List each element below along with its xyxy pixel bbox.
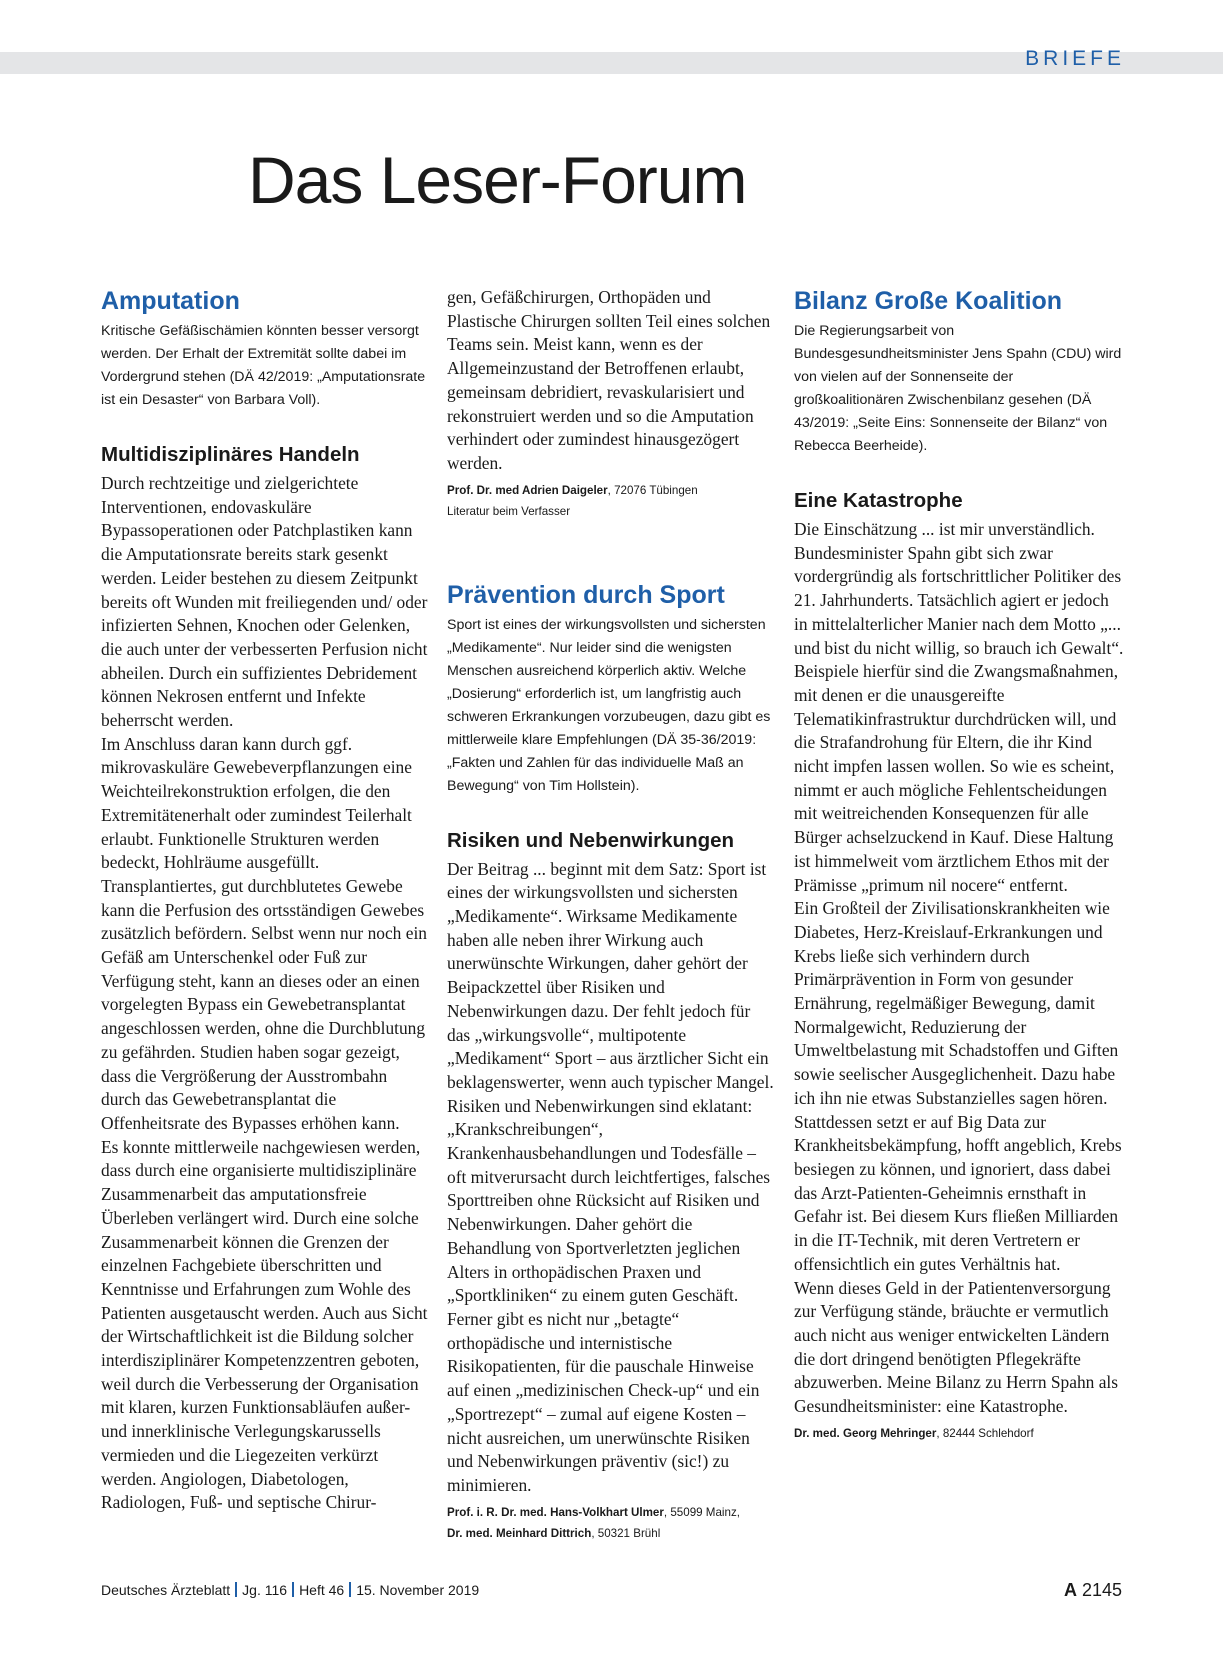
signature-name: Dr. med. Meinhard Dittrich <box>447 1526 592 1540</box>
letter-body: Durch rechtzeitige und zielgerichtete Interventionen, endovaskuläre Bypassoperationen oder Patchplastiken kann die Amputationsrate bereits stark gesenkt werden. Leider bestehen zu diesem Zeitpunkt bereits oft Wunden mit freiliegenden und/ oder infizierten Sehnen, Knochen oder Gelenken, die auch unter der verbesserten Perfusion nicht abheilen. Durch ein suffizientes Debridement können Nekrosen entfernt und Infekte beherrscht werden. Im Anschluss daran kann durch ggf. mikrovaskuläre Gewebeverpflanzungen eine Weichteilrekonstruktion erfolgen, die den Extremitätenerhalt oder zumindest Teilerhalt erlaubt. Funktionelle Strukturen werden bedeckt, Hohlräume ausgefüllt. Transplantiertes, gut durchblutetes Gewebe kann die Perfusion des ortsständigen Gewebes zusätzlich befördern. Selbst wenn nur noch ein Gefäß am Unterschenkel oder Fuß zur Verfügung steht, kann an dieses oder an einen vorgelegten Bypass ein Gewebetransplantat angeschlossen werden, ohne die Durchblutung zu gefährden. Studien haben sogar gezeigt, dass die Vergrößerung der Ausstrombahn durch das Gewebetransplantat die Offenheitsrate des Bypasses erhöhen kann. Es konnte mittlerweile nachgewiesen werden, dass durch eine organisierte multidisziplinäre Zusammenarbeit das amputationsfreie Überleben verlängert wird. Durch eine solche Zusammenarbeit können die Grenzen der einzelnen Fachgebiete überschritten und Kenntnisse und Erfahrungen zum Wohle des Patienten ausgetauscht werden. Auch aus Sicht der Wirtschaftlichkeit ist die Bildung solcher interdisziplinärer Kompetenzzentren geboten, weil durch die Verbesserung der Organisation mit klaren, kurzen Funktionsabläufen außer- und innerklinische Verlegungskarussells vermieden und die Liegezeiten verkürzt werden. Angiologen, Diabetologen, Radiologen, Fuß- und septische Chirur- <box>101 473 428 1513</box>
signature-place: , 72076 Tübingen <box>607 483 698 497</box>
journal-issue: Heft 46 <box>299 1582 345 1598</box>
signature-name: Prof. i. R. Dr. med. Hans-Volkhart Ulmer <box>447 1505 664 1519</box>
letter-signature <box>794 1423 1124 1444</box>
column-1 <box>101 286 431 1515</box>
signature-name: Prof. Dr. med Adrien Daigeler <box>447 483 608 497</box>
article-title-praevention: Prävention durch Sport <box>447 580 725 609</box>
footer-citation <box>101 1582 479 1598</box>
letter-title: Eine Katastrophe <box>794 489 963 512</box>
column-2 <box>447 286 777 1544</box>
journal-name: Deutsches Ärzteblatt <box>101 1582 231 1598</box>
letter-body: Die Einschätzung ... ist mir unverständlich. Bundesminister Spahn gibt sich zwar vordergründig als fortschrittlicher Politiker des 21. Jahrhunderts. Tatsächlich agiert er jedoch in mittelalterlicher Manier nach dem Motto „... und bist du nicht willig, so brauch ich Gewalt“. Beispiele hierfür sind die Zwangsmaßnahmen, mit denen er die unausgereifte Telematikinfrastruktur durchdrücken will, und die Strafandrohung für Eltern, die ihr Kind nicht impfen lassen wollen. So wie es scheint, nimmt er auch mögliche Fehlentscheidungen mit weitreichenden Konsequenzen für alle Bürger achselzuckend in Kauf. Diese Haltung ist himmelweit vom ärztlichem Ethos mit der Prämisse „primum nil nocere“ entfernt. Ein Großteil der Zivilisationskrankheiten wie Diabetes, Herz-Kreislauf-Erkrankungen und Krebs ließe sich verhindern durch Primärprävention in Form von gesunder Ernährung, regelmäßiger Bewegung, damit Normalgewicht, Reduzierung der Umweltbelastung mit Schadstoffen und Giften sowie seelischer Ausgeglichenheit. Dazu habe ich ihn nie etwas Substanzielles sagen hören. Stattdessen setzt er auf Big Data zur Krankheitsbekämpfung, hofft angeblich, Krebs besiegen zu können, und ignoriert, dass dabei das Arzt-Patienten-Geheimnis ernsthaft in Gefahr ist. Bei diesem Kurs fließen Milliarden in die IT-Technik, mit deren Vertretern er offensichtlich ein gutes Verhältnis hat. Wenn dieses Geld in der Patientenversorgung zur Verfügung stände, bräuchte er vermutlich auch nicht aus weniger entwickelten Ländern die dort dringend benötigten Pflegekräfte abzuwerben. Meine Bilanz zu Herrn Spahn als Gesundheitsminister: eine Katastrophe. <box>794 519 1124 1417</box>
letter-title: Risiken und Nebenwirkungen <box>447 828 735 852</box>
letter-body-continuation: gen, Gefäßchirurgen, Orthopäden und Plastische Chirurgen sollten Teil eines solchen Teams sein. Meist kann, wenn es der Allgemeinzustand der Betroffenen erlaubt, gemeinsam debridiert, revaskularisiert und rekonstruiert werden und so die Amputation verhindert oder zumindest hinausgezögert werden. <box>447 287 771 473</box>
issue-date: 15. November 2019 <box>356 1582 480 1598</box>
section-label: BRIEFE <box>1025 47 1125 70</box>
letter-signature <box>447 1502 777 1544</box>
journal-volume: Jg. 116 <box>242 1582 288 1598</box>
article-title-amputation: Amputation <box>101 287 240 315</box>
signature-name: Dr. med. Georg Mehringer <box>794 1426 937 1440</box>
footer-separator <box>292 1582 294 1597</box>
letter-body: Der Beitrag ... beginnt mit dem Satz: Sport ist eines der wirkungsvollsten und sichersten „Medikamente“. Wirksame Medikamente haben alle neben ihrer Wirkung auch unerwünschte Wirkungen, daher gehört der Beipackzettel über Risiken und Nebenwirkungen dazu. Der fehlt jedoch für das „wirkungsvolle“, multipotente „Medikament“ Sport – aus ärztlicher Sicht ein beklagenswerter, wenn auch typischer Mangel. Risiken und Nebenwirkungen sind eklatant: „Krankschreibungen“, Krankenhausbehandlungen und Todesfälle – oft mitverursacht durch leichtfertiges, falsches Sporttreiben ohne Rücksicht auf Risiken und Nebenwirkungen. Daher gehört die Behandlung von Sportverletzten jeglichen Alters in orthopädischen Praxen und „Sportkliniken“ zu einem guten Geschäft. Ferner gibt es nicht nur „betagte“ orthopädische und internistische Risikopatienten, für die pauschale Hinweise auf einen „medizinischen Check-up“ und ein „Sportrezept“ – zumal auf eigene Kosten – nicht ausreichen, um unerwünschte Risiken und Nebenwirkungen präventiv (sic!) zu minimieren. <box>447 858 774 1495</box>
page-number-value: 2145 <box>1081 1580 1122 1600</box>
signature-place: , 82444 Schlehdorf <box>936 1426 1034 1440</box>
article-teaser: Kritische Gefäßischämien könnten besser versorgt werden. Der Erhalt der Extremität sollte dabei im Vordergrund stehen (DÄ 42/2019: „Amputationsrate ist ein Desaster“ von Barbara Voll). <box>101 323 426 408</box>
signature-place: , 50321 Brühl <box>591 1526 661 1540</box>
article-title-bilanz: Bilanz Große Koalition <box>794 287 1063 315</box>
literature-note: Literatur beim Verfasser <box>447 504 571 518</box>
footer-separator <box>349 1582 351 1597</box>
page-prefix: A <box>1063 1580 1077 1600</box>
letter-signature <box>447 480 777 501</box>
letter-title: Multidisziplinäres Handeln <box>101 443 360 466</box>
article-teaser: Die Regierungsarbeit von Bundesgesundheitsminister Jens Spahn (CDU) wird von vielen auf der Sonnenseite der großkoalitionären Zwischenbilanz gesehen (DÄ 43/2019: „Seite Eins: Sonnenseite der Bilanz“ von Rebecca Beerheide). <box>794 323 1122 454</box>
page-number <box>1064 1580 1122 1601</box>
page-title: Das Leser-Forum <box>248 143 747 217</box>
column-3 <box>794 286 1124 1444</box>
article-teaser: Sport ist eines der wirkungsvollsten und sichersten „Medikamente“. Nur leider sind die wenigsten Menschen ausreichend körperlich aktiv. Welche „Dosierung“ erforderlich ist, um langfristig auch schweren Erkrankungen vorzubeugen, dazu gibt es mittlerweile klare Empfehlungen (DÄ 35-36/2019: „Fakten und Zahlen für das individuelle Maß an Bewegung“ von Tim Hollstein). <box>447 616 771 794</box>
footer-separator <box>235 1582 237 1597</box>
signature-place: , 55099 Mainz, <box>663 1505 740 1519</box>
